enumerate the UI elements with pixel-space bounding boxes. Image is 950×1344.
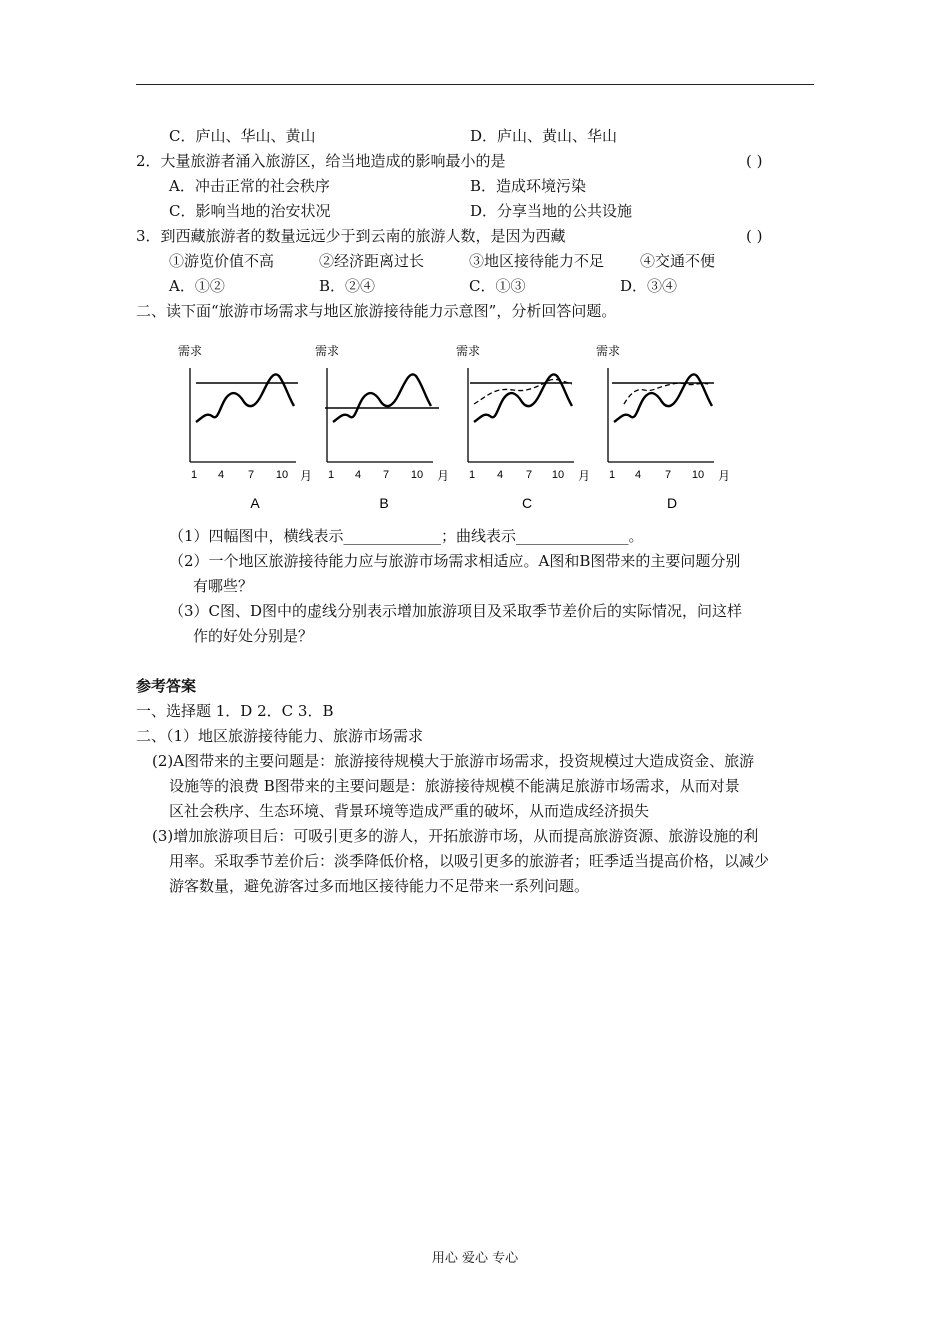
q3-option-b: B．②④ [319,277,376,295]
chart-b-tick-1: 1 [327,469,335,481]
section2-title: 二、读下面“旅游市场需求与地区旅游接待能力示意图”，分析回答问题。 [136,302,617,320]
chart-d [594,338,734,518]
chart-a-tick-7: 7 [247,469,255,481]
answers-part1: 一、选择题 1．D 2．C 3．B [136,702,334,720]
answers-part2-2-line1: (2)A图带来的主要问题是：旅游接待规模大于旅游市场需求，投资规模过大造成资金、旅游 [152,752,755,770]
chart-b-ylabel: 需求 [315,344,340,358]
answers-part2-3-line2: 用率。采取季节差价后：淡季降低价格，以吸引更多的旅游者；旺季适当提高价格，以减少 [169,852,770,870]
chart-a-demand-curve [196,374,294,422]
chart-d-svg [594,338,734,518]
answers-title: 参考答案 [136,677,197,695]
chart-a-tick-10: 10 [275,469,289,481]
q2-option-c: C．影响当地的治安状况 [169,202,331,220]
section2-q2-line2: 有哪些？ [193,577,254,595]
chart-d-tick-4: 4 [634,469,642,481]
chart-a [176,338,316,518]
answers-part2-1: 二、（1）地区旅游接待能力、旅游市场需求 [136,727,424,745]
chart-b-tick-7: 7 [382,469,390,481]
section2-q1: （1）四幅图中，横线表示_____________；曲线表示_______________。 [169,527,644,545]
header-rule [136,84,814,85]
chart-d-demand-curve [614,374,712,422]
chart-a-svg [176,338,316,518]
chart-d-dashed-curve [624,383,708,404]
chart-c-tick-10: 10 [551,469,565,481]
chart-d-xlabel: 月 [718,469,731,483]
chart-b-panel-label: B [379,495,389,511]
chart-c-tick-1: 1 [468,469,476,481]
chart-c-tick-4: 4 [496,469,504,481]
q3-item-4: ④交通不便 [640,252,716,270]
chart-b-demand-curve [333,374,431,422]
answers-part2-2-line2: 设施等的浪费 B图带来的主要问题是：旅游接待规模不能满足旅游市场需求，从而对景 [169,777,740,795]
chart-a-ylabel: 需求 [178,344,203,358]
q2-answer-paren: ( ) [746,152,763,170]
chart-c-tick-7: 7 [525,469,533,481]
answers-part2-2-line3: 区社会秩序、生态环境、背景环境等造成严重的破坏，从而造成经济损失 [169,802,650,820]
chart-d-tick-7: 7 [664,469,672,481]
chart-a-panel-label: A [250,495,260,511]
q1-option-d: D．庐山、黄山、华山 [470,127,618,145]
chart-a-tick-4: 4 [217,469,225,481]
q3-option-a: A．①② [169,277,225,295]
chart-d-tick-10: 10 [691,469,705,481]
chart-c-svg [454,338,594,518]
chart-d-panel-label: D [666,495,678,511]
chart-d-ylabel: 需求 [596,344,621,358]
answers-part2-3-line1: (3)增加旅游项目后：可吸引更多的游人，开拓旅游市场，从而提高旅游资源、旅游设施的利 [152,827,759,845]
q3-option-d: D．③④ [620,277,678,295]
section2-q3-line2: 作的好处分别是？ [193,627,314,645]
chart-c-xlabel: 月 [578,469,591,483]
q3-option-c: C．①③ [469,277,526,295]
q3-item-2: ②经济距离过长 [319,252,425,270]
q3-answer-paren: ( ) [746,227,763,245]
q2-option-a: A．冲击正常的社会秩序 [169,177,330,195]
chart-b [313,338,453,518]
chart-a-tick-1: 1 [190,469,198,481]
page-footer: 用心 爱心 专心 [431,1251,519,1266]
chart-c [454,338,594,518]
chart-b-svg [313,338,453,518]
q2-option-b: B．造成环境污染 [470,177,587,195]
q2-option-d: D．分享当地的公共设施 [470,202,633,220]
chart-b-xlabel: 月 [437,469,450,483]
chart-a-xlabel: 月 [300,469,313,483]
q3-stem: 3．到西藏旅游者的数量远远少于到云南的旅游人数，是因为西藏 [136,227,566,245]
chart-c-demand-curve [474,374,572,422]
q2-stem: 2．大量旅游者涌入旅游区，给当地造成的影响最小的是 [136,152,506,170]
chart-c-ylabel: 需求 [456,344,481,358]
chart-b-tick-10: 10 [410,469,424,481]
q3-item-3: ③地区接待能力不足 [469,252,605,270]
section2-q3-line1: （3）C图、D图中的虚线分别表示增加旅游项目及采取季节差价后的实际情况，问这样 [169,602,743,620]
answers-part2-3-line3: 游客数量，避免游客过多而地区接待能力不足带来一系列问题。 [169,877,590,895]
q1-option-c: C．庐山、华山、黄山 [169,127,316,145]
chart-c-panel-label: C [521,495,533,511]
chart-d-tick-1: 1 [608,469,616,481]
chart-b-tick-4: 4 [354,469,362,481]
q3-item-1: ①游览价值不高 [169,252,275,270]
section2-q2-line1: （2）一个地区旅游接待能力应与旅游市场需求相适应。A图和B图带来的主要问题分别 [169,552,741,570]
